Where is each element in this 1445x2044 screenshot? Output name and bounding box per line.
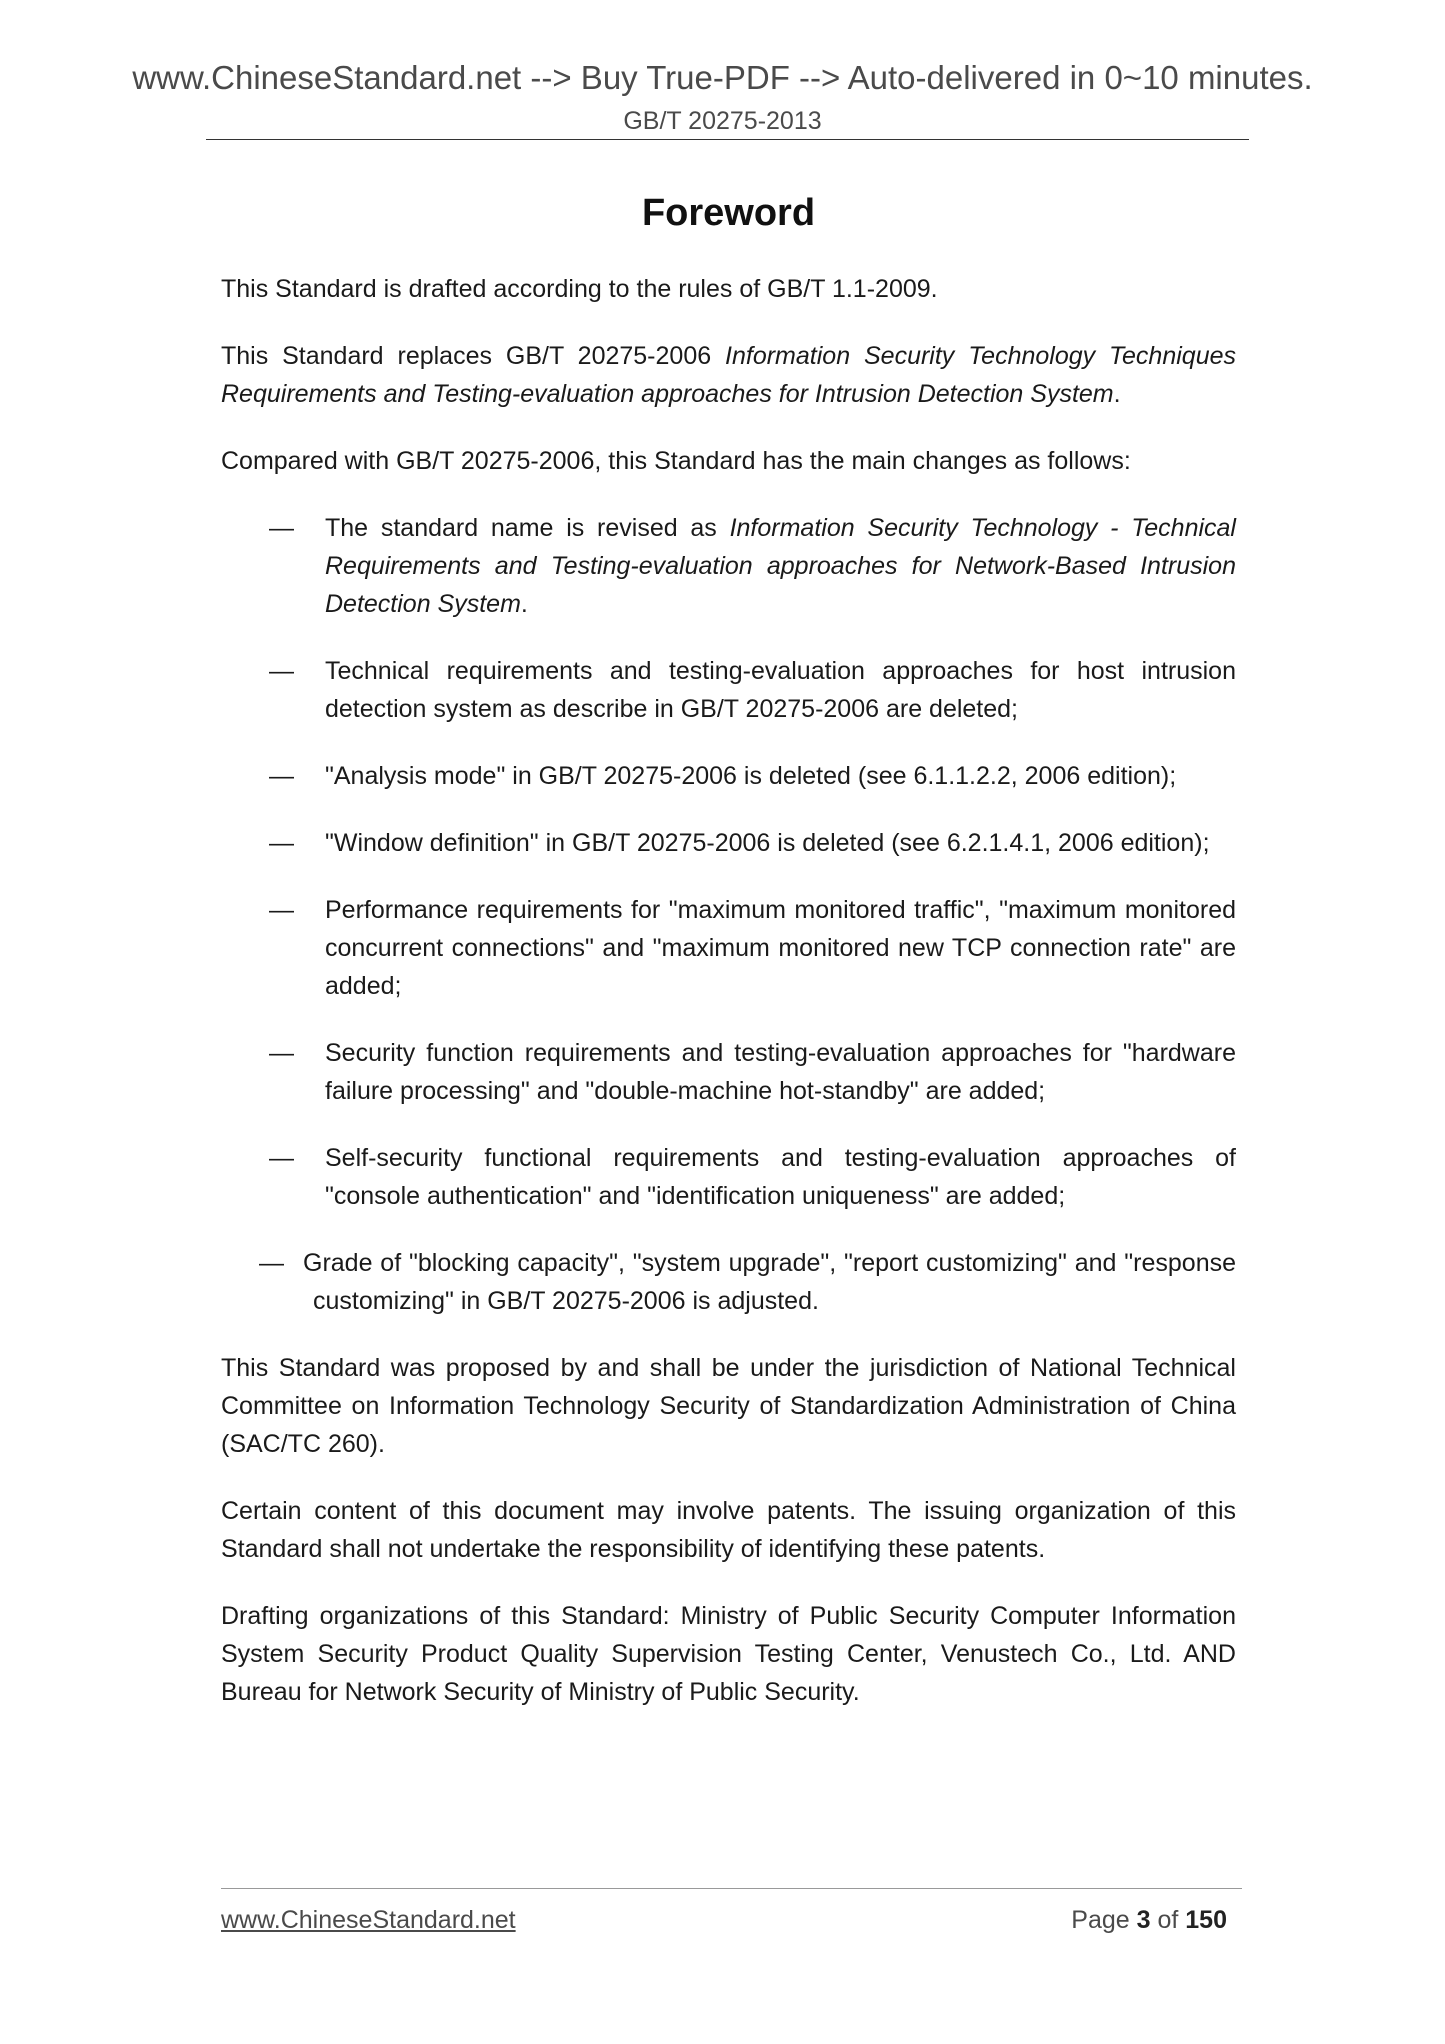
dash-bullet: — bbox=[269, 829, 294, 857]
change-item-3 bbox=[221, 757, 1236, 795]
paragraph-drafting-organizations: Drafting organizations of this Standard: Ministry of Public Security Computer Information System Security Product Quality Supervision Testing Center, Venustech Co., Ltd. AND Bureau for Network Security of Ministry of Public Security. bbox=[221, 1602, 1236, 1706]
standard-code: GB/T 20275-2013 bbox=[623, 107, 822, 135]
replaces-suffix: . bbox=[1113, 380, 1121, 408]
dash-bullet: — bbox=[259, 1249, 284, 1277]
paragraph-drafting-rules: This Standard is drafted according to the rules of GB/T 1.1-2009. bbox=[221, 275, 938, 303]
change-item-8 bbox=[221, 1244, 1236, 1320]
of-label: of bbox=[1157, 1906, 1179, 1934]
page-indicator bbox=[1071, 1905, 1227, 1935]
paragraph-patents: Certain content of this document may involve patents. The issuing organization of this Standard shall not undertake the responsibility of identifying these patents. bbox=[221, 1497, 1236, 1563]
change-2-text: Technical requirements and testing-evaluation approaches for host intrusion detection system as describe in GB/T 20275-2006 are deleted; bbox=[325, 657, 1236, 723]
replaces-title-italic: Information Security Technology Techniques Requirements and Testing-evaluation approaches for Intrusion Detection System bbox=[221, 342, 1236, 408]
change-1-suffix: . bbox=[520, 590, 528, 618]
change-item-2 bbox=[221, 652, 1236, 728]
paragraph-jurisdiction: This Standard was proposed by and shall be under the jurisdiction of National Technical Committee on Information Technology Security of Standardization Administration of China (SAC/TC 260). bbox=[221, 1354, 1236, 1458]
change-4-text: "Window definition" in GB/T 20275-2006 is deleted (see 6.2.1.4.1, 2006 edition); bbox=[325, 829, 1210, 857]
header-divider bbox=[206, 139, 1249, 140]
change-8-text: Grade of "blocking capacity", "system upgrade", "report customizing" and "response customizing" in GB/T 20275-2006 is adjusted. bbox=[303, 1249, 1236, 1315]
change-item-1 bbox=[221, 509, 1236, 623]
change-7-text: Self-security functional requirements and testing-evaluation approaches of "console authentication" and "identification uniqueness" are added; bbox=[325, 1144, 1236, 1210]
footer-divider bbox=[221, 1888, 1242, 1889]
dash-bullet: — bbox=[269, 896, 294, 924]
paragraph-compared: Compared with GB/T 20275-2006, this Standard has the main changes as follows: bbox=[221, 447, 1131, 475]
change-5-text: Performance requirements for "maximum monitored traffic", "maximum monitored concurrent connections" and "maximum monitored new TCP connection rate" are added; bbox=[325, 896, 1236, 1000]
change-1-prefix: The standard name is revised as bbox=[325, 514, 730, 542]
change-item-5 bbox=[221, 891, 1236, 1005]
replaces-prefix: This Standard replaces GB/T 20275-2006 bbox=[221, 342, 726, 370]
dash-bullet: — bbox=[269, 1144, 294, 1172]
dash-bullet: — bbox=[269, 762, 294, 790]
header-banner: www.ChineseStandard.net --> Buy True-PDF --> Auto-delivered in 0~10 minutes. bbox=[132, 59, 1313, 96]
change-3-text: "Analysis mode" in GB/T 20275-2006 is deleted (see 6.1.1.2.2, 2006 edition); bbox=[325, 762, 1177, 790]
page-title: Foreword bbox=[641, 192, 816, 234]
document-body bbox=[221, 190, 1236, 1740]
footer-site-link[interactable]: www.ChineseStandard.net bbox=[221, 1906, 516, 1934]
page-number: 3 bbox=[1136, 1906, 1151, 1934]
change-item-4 bbox=[221, 824, 1236, 862]
change-item-6 bbox=[221, 1034, 1236, 1110]
dash-bullet: — bbox=[269, 657, 294, 685]
paragraph-replaces bbox=[221, 337, 1236, 413]
page-label: Page bbox=[1071, 1906, 1130, 1934]
change-1-italic: Information Security Technology - Technical Requirements and Testing-evaluation approaches for Network-Based Intrusion Detection System bbox=[325, 514, 1236, 618]
dash-bullet: — bbox=[269, 1039, 294, 1067]
total-pages: 150 bbox=[1185, 1906, 1227, 1934]
change-item-7 bbox=[221, 1139, 1236, 1215]
change-6-text: Security function requirements and testing-evaluation approaches for "hardware failure processing" and "double-machine hot-standby" are added; bbox=[325, 1039, 1236, 1105]
dash-bullet: — bbox=[269, 514, 294, 542]
